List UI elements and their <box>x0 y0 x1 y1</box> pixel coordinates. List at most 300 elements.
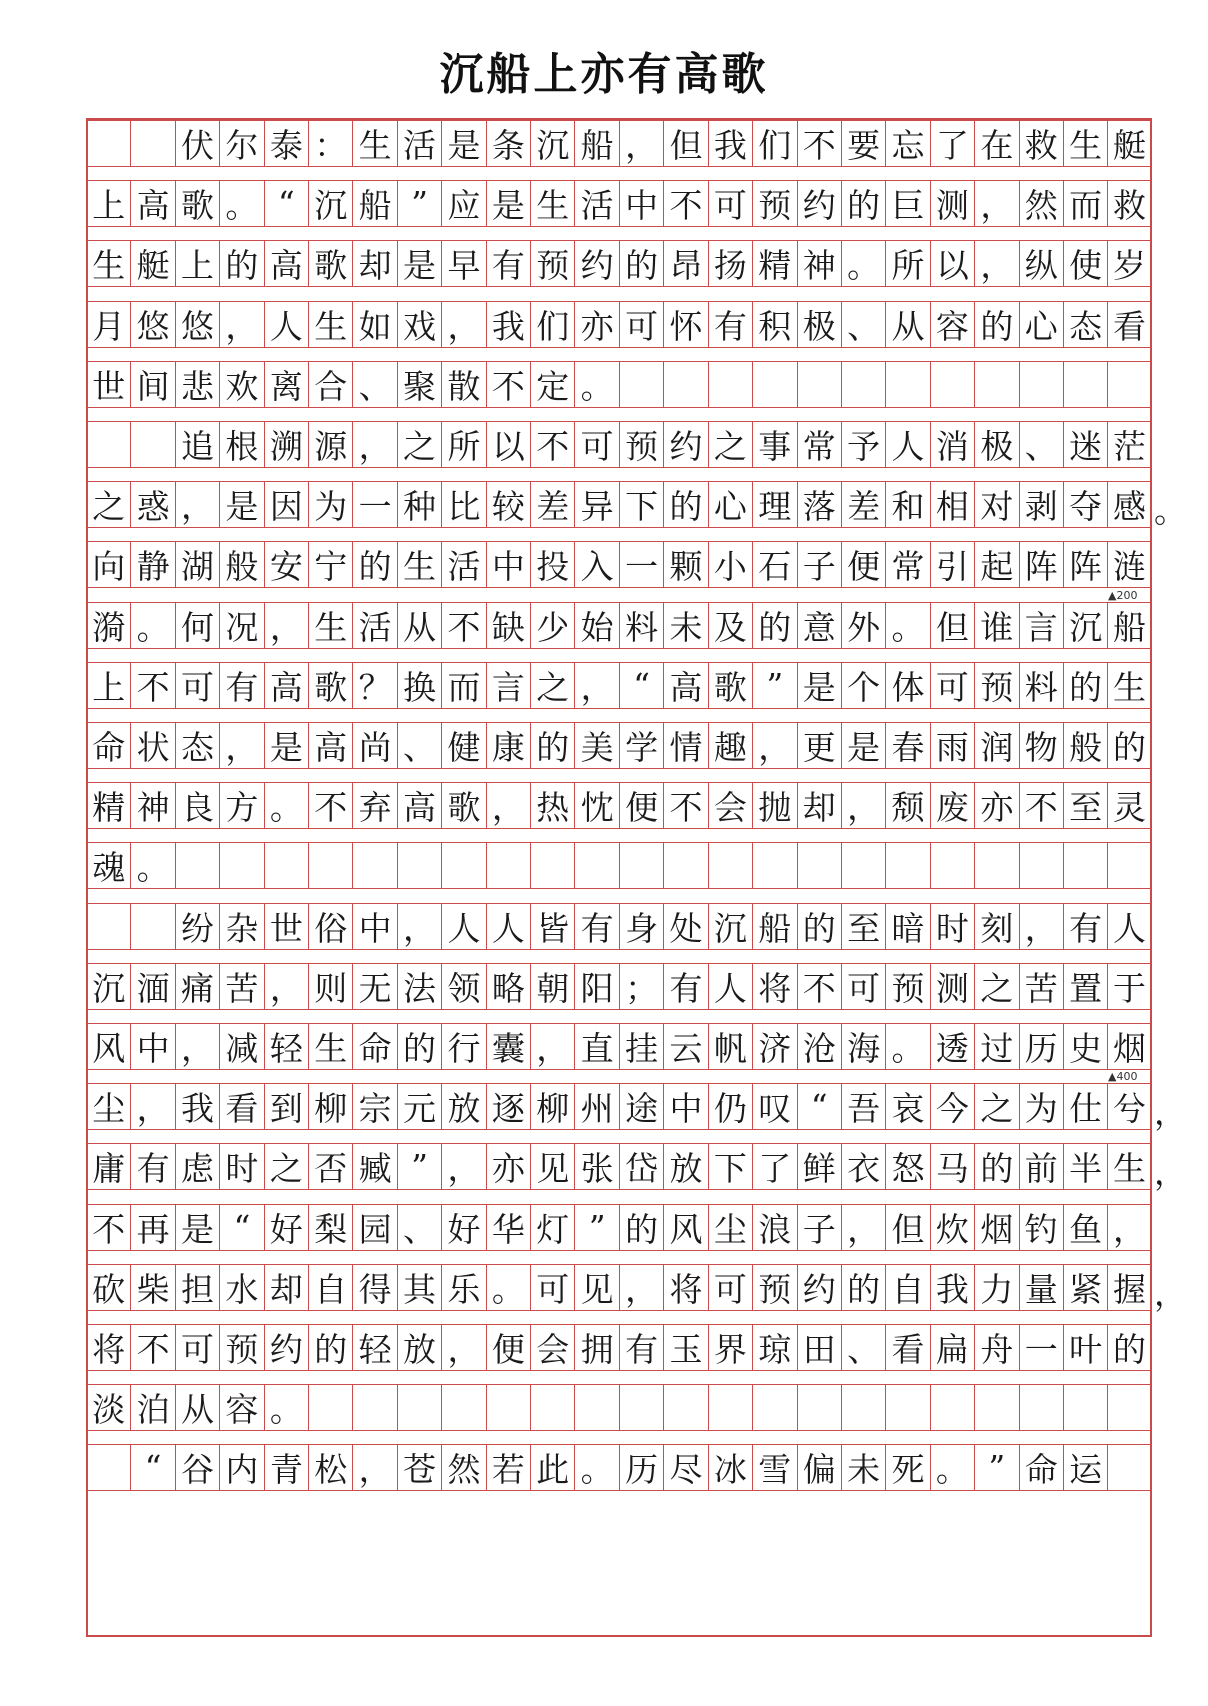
grid-cell <box>397 1384 441 1431</box>
grid-cell: 不 <box>486 361 530 408</box>
grid-cell: 和 <box>885 481 929 528</box>
grid-cell: 润 <box>974 722 1018 769</box>
grid-cell: 人 <box>441 903 485 950</box>
grid-cell <box>264 842 308 889</box>
grid-row <box>86 602 1152 649</box>
grid-cell: 所 <box>885 240 929 287</box>
grid-cell: 月 <box>86 301 130 348</box>
grid-cell <box>930 361 974 408</box>
grid-cell: 消 <box>930 421 974 468</box>
grid-cell: 歌 <box>308 662 352 709</box>
grid-cell: 条 <box>486 120 530 167</box>
grid-cell: 安 <box>264 541 308 588</box>
grid-cell: 合 <box>308 361 352 408</box>
grid-cell <box>397 842 441 889</box>
grid-cell: 减 <box>219 1023 263 1070</box>
grid-cell: 聚 <box>397 361 441 408</box>
grid-cell: 热 <box>530 782 574 829</box>
grid-cell: 衣 <box>841 1143 885 1190</box>
grid-cell: 。 <box>130 842 174 889</box>
grid-cell: 上 <box>86 662 130 709</box>
grid-cell: 沉 <box>530 120 574 167</box>
grid-cell: 是 <box>219 481 263 528</box>
grid-cell: 始 <box>574 602 618 649</box>
grid-cell: 体 <box>885 662 929 709</box>
grid-cell: 不 <box>663 180 707 227</box>
grid-cell: 人 <box>486 903 530 950</box>
grid-cell: 要 <box>841 120 885 167</box>
grid-cell: ， <box>352 1444 396 1491</box>
grid-cell: 上 <box>175 240 219 287</box>
grid-cell: 之 <box>264 1143 308 1190</box>
grid-cell: ， <box>441 301 485 348</box>
grid-row <box>86 1324 1152 1371</box>
grid-cell: 的 <box>974 1143 1018 1190</box>
grid-cell: 却 <box>264 1264 308 1311</box>
grid-cell <box>974 1384 1018 1431</box>
grid-cell: 世 <box>264 903 308 950</box>
grid-cell: 不 <box>308 782 352 829</box>
grid-cell: 的 <box>219 240 263 287</box>
grid-cell: 可 <box>930 662 974 709</box>
grid-cell: 有 <box>219 662 263 709</box>
grid-cell <box>797 1384 841 1431</box>
grid-cell: 而 <box>441 662 485 709</box>
grid-cell: 事 <box>752 421 796 468</box>
grid-cell: 不 <box>441 602 485 649</box>
grid-cell: 约 <box>797 180 841 227</box>
grid-cell: 虑 <box>175 1143 219 1190</box>
grid-cell: 、 <box>841 1324 885 1371</box>
grid-cell <box>752 1384 796 1431</box>
grid-cell: 是 <box>841 722 885 769</box>
grid-cell: 可 <box>175 1324 219 1371</box>
grid-cell: 高 <box>308 722 352 769</box>
grid-cell: ， <box>264 963 308 1010</box>
grid-cell: 量 <box>1019 1264 1063 1311</box>
grid-cell: 皆 <box>530 903 574 950</box>
grid-cell: 、 <box>397 722 441 769</box>
grid-cell: 定 <box>530 361 574 408</box>
grid-cell: 水 <box>219 1264 263 1311</box>
grid-cell: ， <box>841 782 885 829</box>
grid-cell <box>441 1384 485 1431</box>
grid-cell: 死 <box>885 1444 929 1491</box>
grid-cell: 活 <box>574 180 618 227</box>
grid-cell: ； <box>619 963 663 1010</box>
grid-cell: 否 <box>308 1143 352 1190</box>
grid-cell <box>352 842 396 889</box>
grid-cell: 乐 <box>441 1264 485 1311</box>
grid-cell: 春 <box>885 722 929 769</box>
grid-cell: 源 <box>308 421 352 468</box>
grid-cell: 、 <box>841 301 885 348</box>
grid-cell: 常 <box>797 421 841 468</box>
grid-cell: 人 <box>708 963 752 1010</box>
grid-cell: 有 <box>574 903 618 950</box>
grid-row <box>86 481 1152 528</box>
grid-row <box>86 842 1152 889</box>
grid-cell: 尘 <box>86 1083 130 1130</box>
grid-cell: 子 <box>797 541 841 588</box>
grid-cell: 一 <box>1019 1324 1063 1371</box>
grid-cell: 态 <box>1063 301 1107 348</box>
grid-cell: 石 <box>752 541 796 588</box>
grid-cell <box>86 1444 130 1491</box>
grid-cell: 心 <box>1019 301 1063 348</box>
grid-cell: 我 <box>708 120 752 167</box>
grid-cell: 身 <box>619 903 663 950</box>
grid-cell: 力 <box>974 1264 1018 1311</box>
grid-cell: 泰 <box>264 120 308 167</box>
grid-cell: 我 <box>486 301 530 348</box>
grid-cell <box>530 1384 574 1431</box>
grid-cell: 良 <box>175 782 219 829</box>
grid-cell: 歌 <box>441 782 485 829</box>
grid-cell: 在 <box>974 120 1018 167</box>
grid-cell: 便 <box>486 1324 530 1371</box>
grid-cell: 亦 <box>974 782 1018 829</box>
grid-cell: 紧 <box>1063 1264 1107 1311</box>
grid-cell: 元 <box>397 1083 441 1130</box>
essay-title: 沉船上亦有高歌 <box>439 49 769 100</box>
grid-cell: 但 <box>885 1204 929 1251</box>
grid-cell: “ <box>130 1444 174 1491</box>
grid-cell <box>308 842 352 889</box>
grid-cell: 溯 <box>264 421 308 468</box>
grid-cell: 之 <box>974 963 1018 1010</box>
grid-cell: ” <box>397 1143 441 1190</box>
grid-cell: 外 <box>841 602 885 649</box>
grid-cell: ， <box>264 602 308 649</box>
grid-cell: 的 <box>841 1264 885 1311</box>
grid-cell: 一 <box>619 541 663 588</box>
grid-cell: 淡 <box>86 1384 130 1431</box>
grid-cell: ， <box>841 1204 885 1251</box>
grid-cell: 比 <box>441 481 485 528</box>
grid-cell: 约 <box>797 1264 841 1311</box>
grid-cell: 命 <box>352 1023 396 1070</box>
grid-cell: 为 <box>1019 1083 1063 1130</box>
grid-cell: 杂 <box>219 903 263 950</box>
grid-cell: 田 <box>797 1324 841 1371</box>
grid-cell: 欢 <box>219 361 263 408</box>
grid-row <box>86 361 1152 408</box>
grid-row <box>86 1143 1152 1190</box>
grid-cell: 活 <box>352 602 396 649</box>
grid-cell: 浪 <box>752 1204 796 1251</box>
grid-cell: 抛 <box>752 782 796 829</box>
grid-cell: 漪 <box>86 602 130 649</box>
grid-cell: 将 <box>86 1324 130 1371</box>
grid-cell: 风 <box>86 1023 130 1070</box>
grid-cell: 痛 <box>175 963 219 1010</box>
grid-cell: 悠 <box>175 301 219 348</box>
word-count-marker: ▲400 <box>1108 1070 1138 1084</box>
grid-cell: 尽 <box>663 1444 707 1491</box>
grid-cell: 的 <box>530 722 574 769</box>
grid-cell: 船 <box>752 903 796 950</box>
grid-cell: 到 <box>264 1083 308 1130</box>
grid-cell: 戏 <box>397 301 441 348</box>
grid-cell: ， <box>619 1264 663 1311</box>
grid-cell: 帆 <box>708 1023 752 1070</box>
grid-cell: 前 <box>1019 1143 1063 1190</box>
word-count-marker: ▲200 <box>1108 588 1138 602</box>
grid-cell: 州 <box>574 1083 618 1130</box>
grid-cell: ， <box>441 1143 485 1190</box>
grid-cell <box>841 1384 885 1431</box>
grid-cell: 灵 <box>1107 782 1151 829</box>
grid-cell: 之 <box>86 481 130 528</box>
grid-cell: ， <box>219 722 263 769</box>
grid-row <box>86 782 1152 829</box>
grid-cell: 看 <box>219 1083 263 1130</box>
grid-cell: 扬 <box>708 240 752 287</box>
grid-cell: 是 <box>486 180 530 227</box>
grid-cell: 剥 <box>1019 481 1063 528</box>
grid-cell: 料 <box>619 602 663 649</box>
grid-cell: ” <box>974 1444 1018 1491</box>
grid-cell: 偏 <box>797 1444 841 1491</box>
grid-cell: 根 <box>219 421 263 468</box>
grid-cell: 从 <box>397 602 441 649</box>
grid-cell: 的 <box>797 903 841 950</box>
grid-cell: 放 <box>397 1324 441 1371</box>
grid-cell: ， <box>441 1324 485 1371</box>
grid-cell: 夺 <box>1063 481 1107 528</box>
grid-cell: 缺 <box>486 602 530 649</box>
grid-cell: 艇 <box>1107 120 1151 167</box>
grid-cell: 华 <box>486 1204 530 1251</box>
grid-cell: ？ <box>352 662 396 709</box>
grid-cell: 纷 <box>175 903 219 950</box>
grid-cell: 之 <box>397 421 441 468</box>
grid-cell: 的 <box>352 541 396 588</box>
grid-row <box>86 1083 1152 1130</box>
grid-cell: 生 <box>308 1023 352 1070</box>
grid-cell: 。 <box>885 1023 929 1070</box>
grid-cell <box>486 842 530 889</box>
grid-cell: 中 <box>352 903 396 950</box>
grid-cell: 追 <box>175 421 219 468</box>
grid-cell: 投 <box>530 541 574 588</box>
grid-cell: 般 <box>219 541 263 588</box>
grid-cell: 落 <box>797 481 841 528</box>
grid-cell: 们 <box>752 120 796 167</box>
grid-cell: 健 <box>441 722 485 769</box>
grid-cell: 泊 <box>130 1384 174 1431</box>
grid-cell: 历 <box>619 1444 663 1491</box>
grid-cell: 砍 <box>86 1264 130 1311</box>
grid-cell <box>308 1384 352 1431</box>
grid-cell: “ <box>619 662 663 709</box>
grid-cell: 康 <box>486 722 530 769</box>
grid-cell: 。 <box>219 180 263 227</box>
grid-cell: 沉 <box>708 903 752 950</box>
grid-cell: 生 <box>530 180 574 227</box>
grid-cell: 可 <box>530 1264 574 1311</box>
grid-cell <box>841 842 885 889</box>
grid-cell <box>1019 361 1063 408</box>
grid-cell: 岁 <box>1107 240 1151 287</box>
grid-cell: 魂 <box>86 842 130 889</box>
grid-cell: 轻 <box>352 1324 396 1371</box>
grid-cell: 的 <box>308 1324 352 1371</box>
grid-cell: 向 <box>86 541 130 588</box>
grid-cell <box>574 842 618 889</box>
grid-row <box>86 1384 1152 1431</box>
grid-cell: 沧 <box>797 1023 841 1070</box>
grid-cell: 自 <box>308 1264 352 1311</box>
grid-cell <box>530 842 574 889</box>
grid-cell: 弃 <box>352 782 396 829</box>
grid-cell: 人 <box>1107 903 1151 950</box>
grid-cell: 烟 <box>1107 1023 1151 1070</box>
grid-row <box>86 180 1152 227</box>
grid-cell: ， <box>974 180 1018 227</box>
grid-cell: 的 <box>1063 662 1107 709</box>
grid-cell: 了 <box>930 120 974 167</box>
grid-cell: 法 <box>397 963 441 1010</box>
grid-cell: 活 <box>397 120 441 167</box>
grid-cell: 柳 <box>530 1083 574 1130</box>
grid-cell: 常 <box>885 541 929 588</box>
grid-cell: 是 <box>264 722 308 769</box>
grid-cell: 高 <box>130 180 174 227</box>
grid-cell: 是 <box>175 1204 219 1251</box>
grid-cell: 应 <box>441 180 485 227</box>
grid-cell: 有 <box>619 1324 663 1371</box>
grid-cell: 湖 <box>175 541 219 588</box>
grid-cell: 精 <box>86 782 130 829</box>
grid-cell: 。 <box>841 240 885 287</box>
grid-cell: 神 <box>130 782 174 829</box>
grid-cell: 意 <box>797 602 841 649</box>
grid-row <box>86 120 1152 167</box>
grid-cell: 心 <box>708 481 752 528</box>
grid-cell: 玉 <box>663 1324 707 1371</box>
grid-cell: 时 <box>930 903 974 950</box>
grid-cell: 。 <box>574 361 618 408</box>
grid-cell: 以 <box>486 421 530 468</box>
grid-cell: 自 <box>885 1264 929 1311</box>
grid-cell: 船 <box>1107 602 1151 649</box>
grid-cell: 的 <box>974 301 1018 348</box>
grid-cell: 史 <box>1063 1023 1107 1070</box>
grid-cell <box>219 842 263 889</box>
grid-cell: 但 <box>930 602 974 649</box>
grid-cell: 早 <box>441 240 485 287</box>
grid-cell: 生 <box>1063 120 1107 167</box>
grid-cell: 挂 <box>619 1023 663 1070</box>
grid-cell: 今 <box>930 1083 974 1130</box>
grid-cell: 测 <box>930 180 974 227</box>
grid-cell: 预 <box>885 963 929 1010</box>
grid-cell: 小 <box>708 541 752 588</box>
grid-cell: 预 <box>219 1324 263 1371</box>
grid-cell: 废 <box>930 782 974 829</box>
grid-cell: 可 <box>708 180 752 227</box>
grid-row <box>86 963 1152 1010</box>
grid-cell: 看 <box>885 1324 929 1371</box>
grid-cell: 舟 <box>974 1324 1018 1371</box>
grid-cell: 入 <box>574 541 618 588</box>
grid-cell: 学 <box>619 722 663 769</box>
grid-row <box>86 1444 1152 1491</box>
grid-cell <box>1107 1384 1151 1431</box>
grid-cell: 好 <box>264 1204 308 1251</box>
grid-cell: 高 <box>264 240 308 287</box>
grid-row <box>86 301 1152 348</box>
grid-cell: 苍 <box>397 1444 441 1491</box>
grid-cell <box>1107 842 1151 889</box>
grid-cell: 沉 <box>1063 602 1107 649</box>
grid-cell: 不 <box>530 421 574 468</box>
grid-cell: 庸 <box>86 1143 130 1190</box>
grid-cell: 可 <box>708 1264 752 1311</box>
grid-cell: 再 <box>130 1204 174 1251</box>
grid-cell: 引 <box>930 541 974 588</box>
grid-cell: 状 <box>130 722 174 769</box>
grid-cell: 叹 <box>752 1083 796 1130</box>
grid-cell: 悠 <box>130 301 174 348</box>
grid-cell: 会 <box>530 1324 574 1371</box>
grid-cell: 至 <box>841 903 885 950</box>
grid-cell: 沉 <box>308 180 352 227</box>
grid-cell <box>86 903 130 950</box>
grid-cell: 谷 <box>175 1444 219 1491</box>
grid-cell: 仕 <box>1063 1083 1107 1130</box>
grid-cell: 命 <box>1019 1444 1063 1491</box>
grid-cell <box>619 842 663 889</box>
grid-cell: 般 <box>1063 722 1107 769</box>
grid-cell: 、 <box>352 361 396 408</box>
grid-cell: 仍 <box>708 1083 752 1130</box>
grid-row <box>86 1264 1152 1311</box>
grid-cell: 世 <box>86 361 130 408</box>
grid-cell: 有 <box>1063 903 1107 950</box>
grid-cell: 海 <box>841 1023 885 1070</box>
grid-cell: 将 <box>663 1264 707 1311</box>
grid-cell: 透 <box>930 1023 974 1070</box>
grid-cell: 高 <box>397 782 441 829</box>
grid-row <box>86 240 1152 287</box>
grid-cell <box>86 421 130 468</box>
grid-cell: 则 <box>308 963 352 1010</box>
grid-cell: 叶 <box>1063 1324 1107 1371</box>
grid-cell: 有 <box>663 963 707 1010</box>
margin-punctuation: ， <box>1154 1153 1187 1193</box>
grid-cell: 时 <box>219 1143 263 1190</box>
grid-cell: 命 <box>86 722 130 769</box>
grid-cell: 逐 <box>486 1083 530 1130</box>
grid-cell: 一 <box>352 481 396 528</box>
grid-cell: 拥 <box>574 1324 618 1371</box>
grid-cell: 约 <box>264 1324 308 1371</box>
grid-cell: 未 <box>663 602 707 649</box>
grid-cell: 下 <box>619 481 663 528</box>
grid-cell: 柴 <box>130 1264 174 1311</box>
grid-cell: 宗 <box>352 1083 396 1130</box>
grid-cell: 烟 <box>974 1204 1018 1251</box>
grid-cell: 高 <box>264 662 308 709</box>
grid-cell: 。 <box>130 602 174 649</box>
grid-cell: ， <box>397 903 441 950</box>
grid-cell: 生 <box>1107 1143 1151 1190</box>
grid-cell <box>663 1384 707 1431</box>
grid-cell: 救 <box>1019 120 1063 167</box>
